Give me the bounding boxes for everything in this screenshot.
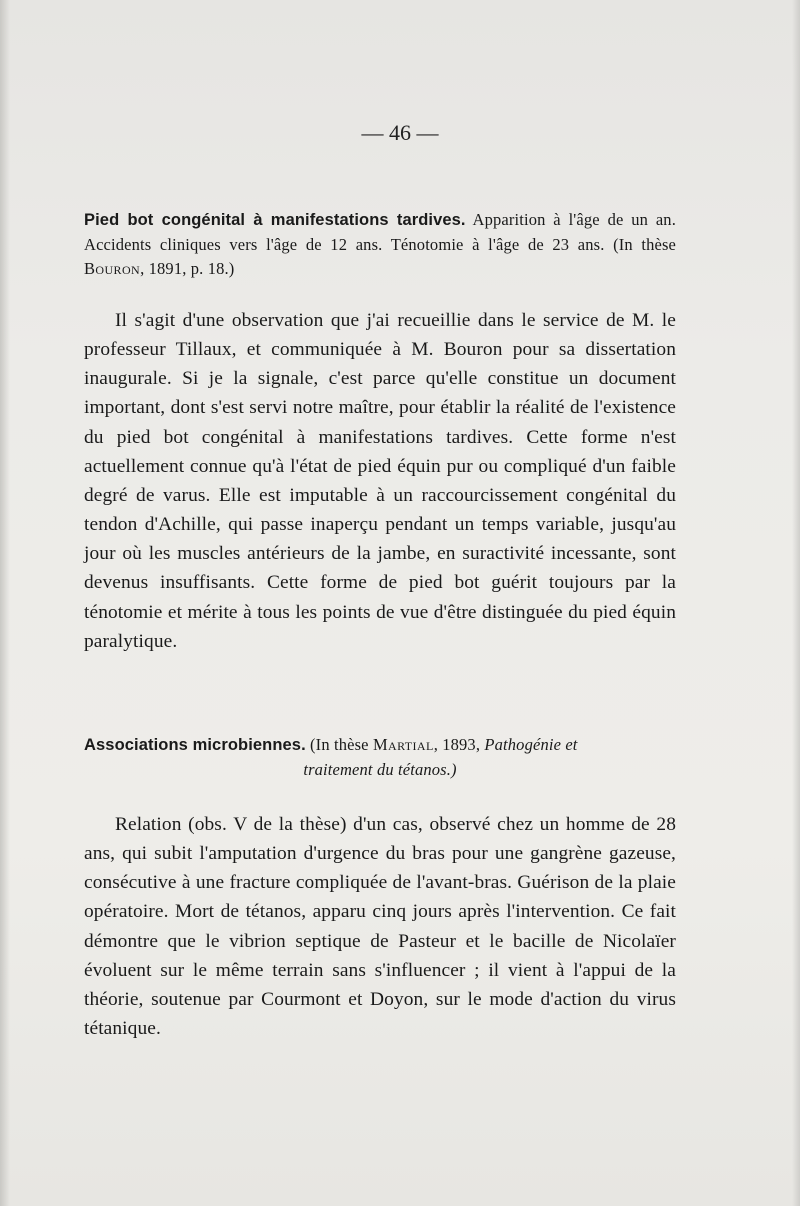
section-1-author: Bouron (84, 259, 141, 279)
section-1-paragraph: Il s'agit d'une observation que j'ai recueillie dans le service de M. le professeur Tillaux, et communiquée à M. Bouron pour sa dissertation inaugurale. Si je la signale, c'est parce qu'elle constitue un document important, dont s'est servi notre maître, pour établir la réalité de l'existence du pied bot congénital à manifestations tardives. Cette forme n'est actuellement connue qu'à l'état de pied équin pur ou compliqué d'un faible degré de varus. Elle est imputable à un raccourcissement congénital du tendon d'Achille, qui passe inaperçu pendant un temps variable, jusqu'au jour où les muscles antérieurs de la jambe, en suractivité incessante, sont devenus insuffisants. Cette forme de pied bot guérit toujours par la ténotomie et mérite à tous les points de vue d'être distinguée du pied équin paralytique. (84, 310, 676, 652)
section-2-summary (84, 733, 676, 782)
section-1-summary (84, 208, 676, 282)
section-2-title-part2: traitement du tétanos.) (303, 759, 457, 779)
section-1-summary-text: Apparition à l'âge de un an. Accidents cliniques vers l'âge de 12 ans. Ténotomie à l'âge de 23 ans. (In thèse (84, 210, 676, 254)
section-2-heading: Associations microbiennes. (84, 736, 306, 754)
section-2-summary-prefix: (In thèse (310, 735, 369, 754)
section-1-heading: Pied bot congénital à manifestations tardives. (84, 211, 466, 229)
section-2-paragraph: Relation (obs. V de la thèse) d'un cas, observé chez un homme de 28 ans, qui subit l'amputation d'urgence du bras pour une gangrène gazeuse, consécutive à une fracture compliquée de l'avant-bras. Guérison de la plaie opératoire. Mort de tétanos, apparu cinq jours après l'intervention. Ce fait démontre que le vibrion septique de Pasteur et le bacille de Nicolaïer évoluent sur le même terrain sans s'influencer ; il vient à l'appui de la théorie, soutenue par Courmont et Doyon, sur le mode d'action du virus tétanique. (84, 814, 676, 1040)
page-number: — 46 — (361, 120, 439, 145)
section-2-title-part1: Pathogénie et (484, 735, 578, 754)
section-1-reference: , 1891, p. 18.) (140, 259, 235, 279)
section-2-year: , 1893, (433, 735, 481, 754)
section-2-author: Martial (372, 735, 434, 754)
